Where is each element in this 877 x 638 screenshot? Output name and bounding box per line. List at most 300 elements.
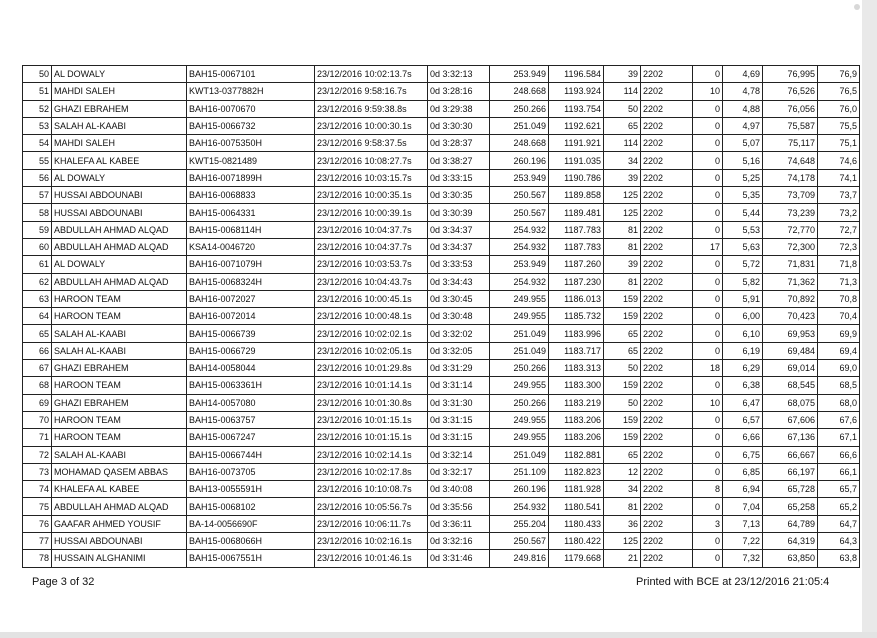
- cell-points: 3: [693, 515, 723, 532]
- cell-owner: HUSSAIN ALGHANIMI: [52, 550, 187, 567]
- cell-arrival-time: 23/12/2016 10:02:13.7s: [315, 66, 428, 83]
- cell-position: 56: [23, 169, 52, 186]
- cell-speed: 1181.928: [549, 481, 604, 498]
- cell-duration: 0d 3:35:56: [428, 498, 490, 515]
- cell-coef: 7,22: [723, 533, 763, 550]
- cell-score2: 72,7: [818, 221, 860, 238]
- table-row: [23, 100, 860, 117]
- cell-club: 2202: [641, 273, 693, 290]
- cell-distance: 253.949: [490, 169, 549, 186]
- cell-owner: ABDULLAH AHMAD ALQAD: [52, 273, 187, 290]
- cell-club: 2202: [641, 308, 693, 325]
- cell-owner: MAHDI SALEH: [52, 135, 187, 152]
- cell-club: 2202: [641, 66, 693, 83]
- cell-coef: 5,72: [723, 256, 763, 273]
- cell-position: 74: [23, 481, 52, 498]
- cell-score: 74,178: [763, 169, 818, 186]
- cell-distance: 250.266: [490, 100, 549, 117]
- cell-arrival-time: 23/12/2016 9:58:16.7s: [315, 83, 428, 100]
- table-row: [23, 377, 860, 394]
- cell-coef: 4,97: [723, 117, 763, 134]
- cell-entries: 65: [604, 325, 641, 342]
- table-row: [23, 83, 860, 100]
- cell-ring-id: BA-14-0056690F: [187, 515, 315, 532]
- cell-duration: 0d 3:33:15: [428, 169, 490, 186]
- cell-points: 0: [693, 342, 723, 359]
- cell-owner: ABDULLAH AHMAD ALQAD: [52, 498, 187, 515]
- cell-score: 70,423: [763, 308, 818, 325]
- cell-distance: 251.049: [490, 446, 549, 463]
- cell-arrival-time: 23/12/2016 10:02:05.1s: [315, 342, 428, 359]
- cell-club: 2202: [641, 394, 693, 411]
- cell-points: 0: [693, 66, 723, 83]
- cell-position: 57: [23, 187, 52, 204]
- cell-position: 65: [23, 325, 52, 342]
- cell-ring-id: BAH16-0070670: [187, 100, 315, 117]
- cell-owner: GHAZI EBRAHEM: [52, 100, 187, 117]
- cell-score2: 64,7: [818, 515, 860, 532]
- cell-score: 67,136: [763, 429, 818, 446]
- cell-score2: 74,6: [818, 152, 860, 169]
- results-table-body: [23, 66, 860, 568]
- cell-entries: 81: [604, 221, 641, 238]
- cell-arrival-time: 23/12/2016 10:01:29.8s: [315, 360, 428, 377]
- cell-score2: 70,4: [818, 308, 860, 325]
- cell-distance: 255.204: [490, 515, 549, 532]
- cell-owner: ABDULLAH AHMAD ALQAD: [52, 238, 187, 255]
- cell-distance: 260.196: [490, 152, 549, 169]
- cell-ring-id: BAH15-0066732: [187, 117, 315, 134]
- cell-duration: 0d 3:30:45: [428, 290, 490, 307]
- cell-distance: 253.949: [490, 66, 549, 83]
- cell-owner: HUSSAI ABDOUNABI: [52, 533, 187, 550]
- cell-coef: 7,32: [723, 550, 763, 567]
- cell-position: 59: [23, 221, 52, 238]
- cell-score2: 76,9: [818, 66, 860, 83]
- cell-arrival-time: 23/12/2016 10:01:46.1s: [315, 550, 428, 567]
- cell-position: 53: [23, 117, 52, 134]
- cell-ring-id: BAH16-0073705: [187, 463, 315, 480]
- cell-arrival-time: 23/12/2016 10:04:37.7s: [315, 238, 428, 255]
- cell-duration: 0d 3:33:53: [428, 256, 490, 273]
- cell-owner: GHAZI EBRAHEM: [52, 360, 187, 377]
- cell-ring-id: BAH16-0071079H: [187, 256, 315, 273]
- cell-owner: HAROON TEAM: [52, 290, 187, 307]
- cell-arrival-time: 23/12/2016 10:00:30.1s: [315, 117, 428, 134]
- cell-coef: 6,94: [723, 481, 763, 498]
- cell-score: 76,056: [763, 100, 818, 117]
- cell-coef: 4,88: [723, 100, 763, 117]
- cell-duration: 0d 3:32:16: [428, 533, 490, 550]
- cell-distance: 249.955: [490, 377, 549, 394]
- cell-score: 64,319: [763, 533, 818, 550]
- cell-entries: 65: [604, 342, 641, 359]
- cell-club: 2202: [641, 221, 693, 238]
- cell-speed: 1183.996: [549, 325, 604, 342]
- cell-ring-id: BAH15-0067101: [187, 66, 315, 83]
- cell-arrival-time: 23/12/2016 10:05:56.7s: [315, 498, 428, 515]
- cell-entries: 125: [604, 187, 641, 204]
- cell-ring-id: KWT15-0821489: [187, 152, 315, 169]
- cell-speed: 1193.924: [549, 83, 604, 100]
- cell-coef: 6,00: [723, 308, 763, 325]
- cell-ring-id: BAH15-0066739: [187, 325, 315, 342]
- cell-position: 77: [23, 533, 52, 550]
- cell-owner: SALAH AL-KAABI: [52, 117, 187, 134]
- table-row: [23, 66, 860, 83]
- cell-score2: 68,0: [818, 394, 860, 411]
- cell-score2: 65,2: [818, 498, 860, 515]
- cell-club: 2202: [641, 187, 693, 204]
- cell-entries: 12: [604, 463, 641, 480]
- table-row: [23, 342, 860, 359]
- cell-ring-id: KSA14-0046720: [187, 238, 315, 255]
- cell-speed: 1180.541: [549, 498, 604, 515]
- cell-duration: 0d 3:31:30: [428, 394, 490, 411]
- cell-distance: 251.109: [490, 463, 549, 480]
- cell-score: 71,831: [763, 256, 818, 273]
- cell-points: 8: [693, 481, 723, 498]
- cell-entries: 114: [604, 83, 641, 100]
- cell-coef: 5,63: [723, 238, 763, 255]
- cell-points: 0: [693, 446, 723, 463]
- cell-club: 2202: [641, 377, 693, 394]
- cell-points: 0: [693, 325, 723, 342]
- cell-distance: 249.955: [490, 411, 549, 428]
- cell-score: 69,484: [763, 342, 818, 359]
- cell-distance: 249.955: [490, 308, 549, 325]
- cell-score2: 71,8: [818, 256, 860, 273]
- cell-entries: 159: [604, 429, 641, 446]
- table-row: [23, 238, 860, 255]
- cell-arrival-time: 23/12/2016 10:00:48.1s: [315, 308, 428, 325]
- cell-score: 72,300: [763, 238, 818, 255]
- table-row: [23, 446, 860, 463]
- cell-speed: 1189.481: [549, 204, 604, 221]
- cell-score: 76,526: [763, 83, 818, 100]
- cell-duration: 0d 3:40:08: [428, 481, 490, 498]
- cell-score2: 76,5: [818, 83, 860, 100]
- cell-club: 2202: [641, 135, 693, 152]
- cell-owner: KHALEFA AL KABEE: [52, 481, 187, 498]
- cell-score2: 67,6: [818, 411, 860, 428]
- cell-ring-id: BAH15-0066729: [187, 342, 315, 359]
- cell-entries: 65: [604, 117, 641, 134]
- cell-points: 18: [693, 360, 723, 377]
- cell-coef: 6,85: [723, 463, 763, 480]
- cell-position: 54: [23, 135, 52, 152]
- cell-duration: 0d 3:28:16: [428, 83, 490, 100]
- cell-entries: 125: [604, 533, 641, 550]
- cell-distance: 249.955: [490, 290, 549, 307]
- cell-distance: 250.567: [490, 533, 549, 550]
- table-row: [23, 187, 860, 204]
- cell-score2: 74,1: [818, 169, 860, 186]
- cell-owner: SALAH AL-KAABI: [52, 446, 187, 463]
- results-table: [22, 65, 860, 568]
- cell-score2: 64,3: [818, 533, 860, 550]
- cell-owner: HAROON TEAM: [52, 377, 187, 394]
- cell-score: 69,953: [763, 325, 818, 342]
- table-row: [23, 169, 860, 186]
- cell-distance: 249.955: [490, 429, 549, 446]
- cell-speed: 1191.921: [549, 135, 604, 152]
- cell-coef: 4,78: [723, 83, 763, 100]
- cell-owner: HAROON TEAM: [52, 411, 187, 428]
- cell-score: 75,587: [763, 117, 818, 134]
- cell-score2: 66,6: [818, 446, 860, 463]
- cell-position: 68: [23, 377, 52, 394]
- cell-score: 73,239: [763, 204, 818, 221]
- cell-club: 2202: [641, 83, 693, 100]
- cell-ring-id: BAH14-0058044: [187, 360, 315, 377]
- cell-score2: 73,7: [818, 187, 860, 204]
- cell-distance: 254.932: [490, 221, 549, 238]
- cell-ring-id: BAH15-0063361H: [187, 377, 315, 394]
- table-row: [23, 117, 860, 134]
- cell-score2: 65,7: [818, 481, 860, 498]
- cell-duration: 0d 3:30:35: [428, 187, 490, 204]
- cell-distance: 248.668: [490, 135, 549, 152]
- cell-ring-id: BAH15-0068102: [187, 498, 315, 515]
- cell-distance: 251.049: [490, 342, 549, 359]
- cell-ring-id: BAH15-0063757: [187, 411, 315, 428]
- cell-ring-id: BAH15-0067551H: [187, 550, 315, 567]
- cell-points: 0: [693, 187, 723, 204]
- cell-club: 2202: [641, 550, 693, 567]
- cell-position: 76: [23, 515, 52, 532]
- cell-speed: 1182.823: [549, 463, 604, 480]
- table-row: [23, 550, 860, 567]
- cell-ring-id: BAH16-0075350H: [187, 135, 315, 152]
- cell-club: 2202: [641, 429, 693, 446]
- page-number: Page 3 of 32: [32, 576, 95, 588]
- cell-coef: 5,35: [723, 187, 763, 204]
- cell-position: 78: [23, 550, 52, 567]
- cell-position: 75: [23, 498, 52, 515]
- cell-owner: MOHAMAD QASEM ABBAS: [52, 463, 187, 480]
- cell-speed: 1186.013: [549, 290, 604, 307]
- cell-club: 2202: [641, 533, 693, 550]
- cell-points: 0: [693, 377, 723, 394]
- cell-position: 73: [23, 463, 52, 480]
- cell-position: 72: [23, 446, 52, 463]
- table-row: [23, 533, 860, 550]
- cell-speed: 1196.584: [549, 66, 604, 83]
- cell-entries: 39: [604, 169, 641, 186]
- cell-duration: 0d 3:30:30: [428, 117, 490, 134]
- cell-entries: 39: [604, 66, 641, 83]
- cell-arrival-time: 23/12/2016 10:02:16.1s: [315, 533, 428, 550]
- cell-entries: 50: [604, 394, 641, 411]
- cell-points: 0: [693, 273, 723, 290]
- cell-speed: 1183.300: [549, 377, 604, 394]
- cell-points: 0: [693, 498, 723, 515]
- cell-speed: 1183.717: [549, 342, 604, 359]
- cell-speed: 1180.433: [549, 515, 604, 532]
- cell-speed: 1183.219: [549, 394, 604, 411]
- cell-duration: 0d 3:34:37: [428, 221, 490, 238]
- cell-score2: 76,0: [818, 100, 860, 117]
- cell-duration: 0d 3:34:37: [428, 238, 490, 255]
- cell-owner: AL DOWALY: [52, 169, 187, 186]
- cell-club: 2202: [641, 169, 693, 186]
- cell-entries: 34: [604, 152, 641, 169]
- cell-coef: 6,66: [723, 429, 763, 446]
- table-row: [23, 481, 860, 498]
- cell-points: 0: [693, 221, 723, 238]
- cell-entries: 39: [604, 256, 641, 273]
- cell-coef: 7,13: [723, 515, 763, 532]
- cell-ring-id: BAH13-0055591H: [187, 481, 315, 498]
- cell-score: 76,995: [763, 66, 818, 83]
- cell-speed: 1179.668: [549, 550, 604, 567]
- scan-edge-right: [862, 0, 877, 638]
- cell-position: 52: [23, 100, 52, 117]
- cell-score: 68,075: [763, 394, 818, 411]
- table-row: [23, 256, 860, 273]
- cell-position: 62: [23, 273, 52, 290]
- cell-duration: 0d 3:31:14: [428, 377, 490, 394]
- cell-coef: 5,44: [723, 204, 763, 221]
- cell-arrival-time: 23/12/2016 10:02:14.1s: [315, 446, 428, 463]
- cell-score: 70,892: [763, 290, 818, 307]
- cell-ring-id: BAH16-0072027: [187, 290, 315, 307]
- cell-score2: 70,8: [818, 290, 860, 307]
- cell-owner: HUSSAI ABDOUNABI: [52, 204, 187, 221]
- cell-position: 58: [23, 204, 52, 221]
- table-row: [23, 204, 860, 221]
- cell-score: 67,606: [763, 411, 818, 428]
- cell-club: 2202: [641, 463, 693, 480]
- cell-coef: 7,04: [723, 498, 763, 515]
- cell-score: 68,545: [763, 377, 818, 394]
- cell-club: 2202: [641, 342, 693, 359]
- cell-score: 65,728: [763, 481, 818, 498]
- cell-distance: 254.932: [490, 498, 549, 515]
- cell-duration: 0d 3:38:27: [428, 152, 490, 169]
- cell-speed: 1193.754: [549, 100, 604, 117]
- cell-coef: 6,29: [723, 360, 763, 377]
- table-row: [23, 498, 860, 515]
- cell-coef: 5,91: [723, 290, 763, 307]
- cell-distance: 248.668: [490, 83, 549, 100]
- punch-hole: [854, 4, 860, 10]
- cell-club: 2202: [641, 238, 693, 255]
- cell-duration: 0d 3:34:43: [428, 273, 490, 290]
- cell-ring-id: BAH15-0068324H: [187, 273, 315, 290]
- cell-score: 69,014: [763, 360, 818, 377]
- cell-speed: 1183.313: [549, 360, 604, 377]
- cell-speed: 1183.206: [549, 411, 604, 428]
- cell-position: 64: [23, 308, 52, 325]
- cell-distance: 250.567: [490, 187, 549, 204]
- cell-position: 69: [23, 394, 52, 411]
- cell-score: 75,117: [763, 135, 818, 152]
- cell-entries: 65: [604, 446, 641, 463]
- table-row: [23, 515, 860, 532]
- cell-points: 10: [693, 394, 723, 411]
- cell-owner: HUSSAI ABDOUNABI: [52, 187, 187, 204]
- table-row: [23, 308, 860, 325]
- scan-edge-bottom: [0, 632, 877, 638]
- cell-score2: 63,8: [818, 550, 860, 567]
- cell-entries: 114: [604, 135, 641, 152]
- cell-distance: 250.266: [490, 394, 549, 411]
- cell-owner: GHAZI EBRAHEM: [52, 394, 187, 411]
- cell-ring-id: KWT13-0377882H: [187, 83, 315, 100]
- cell-club: 2202: [641, 446, 693, 463]
- cell-position: 60: [23, 238, 52, 255]
- cell-points: 0: [693, 550, 723, 567]
- cell-arrival-time: 23/12/2016 10:01:15.1s: [315, 429, 428, 446]
- cell-coef: 6,75: [723, 446, 763, 463]
- cell-duration: 0d 3:29:38: [428, 100, 490, 117]
- cell-ring-id: BAH15-0066744H: [187, 446, 315, 463]
- cell-arrival-time: 23/12/2016 10:00:39.1s: [315, 204, 428, 221]
- cell-club: 2202: [641, 515, 693, 532]
- cell-points: 0: [693, 135, 723, 152]
- cell-distance: 249.816: [490, 550, 549, 567]
- cell-ring-id: BAH15-0068066H: [187, 533, 315, 550]
- cell-club: 2202: [641, 117, 693, 134]
- cell-score2: 69,4: [818, 342, 860, 359]
- cell-duration: 0d 3:32:05: [428, 342, 490, 359]
- cell-owner: HAROON TEAM: [52, 308, 187, 325]
- cell-speed: 1187.260: [549, 256, 604, 273]
- table-row: [23, 360, 860, 377]
- cell-speed: 1192.621: [549, 117, 604, 134]
- cell-speed: 1182.881: [549, 446, 604, 463]
- cell-points: 0: [693, 429, 723, 446]
- cell-score2: 73,2: [818, 204, 860, 221]
- cell-arrival-time: 23/12/2016 10:01:14.1s: [315, 377, 428, 394]
- cell-coef: 5,53: [723, 221, 763, 238]
- cell-position: 61: [23, 256, 52, 273]
- table-row: [23, 290, 860, 307]
- cell-points: 0: [693, 256, 723, 273]
- cell-club: 2202: [641, 256, 693, 273]
- cell-distance: 254.932: [490, 238, 549, 255]
- cell-score: 64,789: [763, 515, 818, 532]
- cell-entries: 125: [604, 204, 641, 221]
- cell-club: 2202: [641, 152, 693, 169]
- cell-speed: 1187.783: [549, 238, 604, 255]
- cell-score: 72,770: [763, 221, 818, 238]
- cell-points: 0: [693, 204, 723, 221]
- cell-coef: 6,38: [723, 377, 763, 394]
- cell-speed: 1183.206: [549, 429, 604, 446]
- cell-club: 2202: [641, 481, 693, 498]
- cell-arrival-time: 23/12/2016 10:03:15.7s: [315, 169, 428, 186]
- cell-duration: 0d 3:30:39: [428, 204, 490, 221]
- cell-duration: 0d 3:31:29: [428, 360, 490, 377]
- cell-entries: 21: [604, 550, 641, 567]
- table-row: [23, 135, 860, 152]
- cell-arrival-time: 23/12/2016 10:10:08.7s: [315, 481, 428, 498]
- cell-arrival-time: 23/12/2016 10:01:15.1s: [315, 411, 428, 428]
- cell-coef: 5,16: [723, 152, 763, 169]
- cell-position: 55: [23, 152, 52, 169]
- cell-entries: 50: [604, 360, 641, 377]
- cell-points: 10: [693, 83, 723, 100]
- cell-arrival-time: 23/12/2016 10:04:43.7s: [315, 273, 428, 290]
- cell-points: 0: [693, 533, 723, 550]
- cell-coef: 6,19: [723, 342, 763, 359]
- cell-distance: 251.049: [490, 325, 549, 342]
- cell-entries: 36: [604, 515, 641, 532]
- cell-owner: AL DOWALY: [52, 66, 187, 83]
